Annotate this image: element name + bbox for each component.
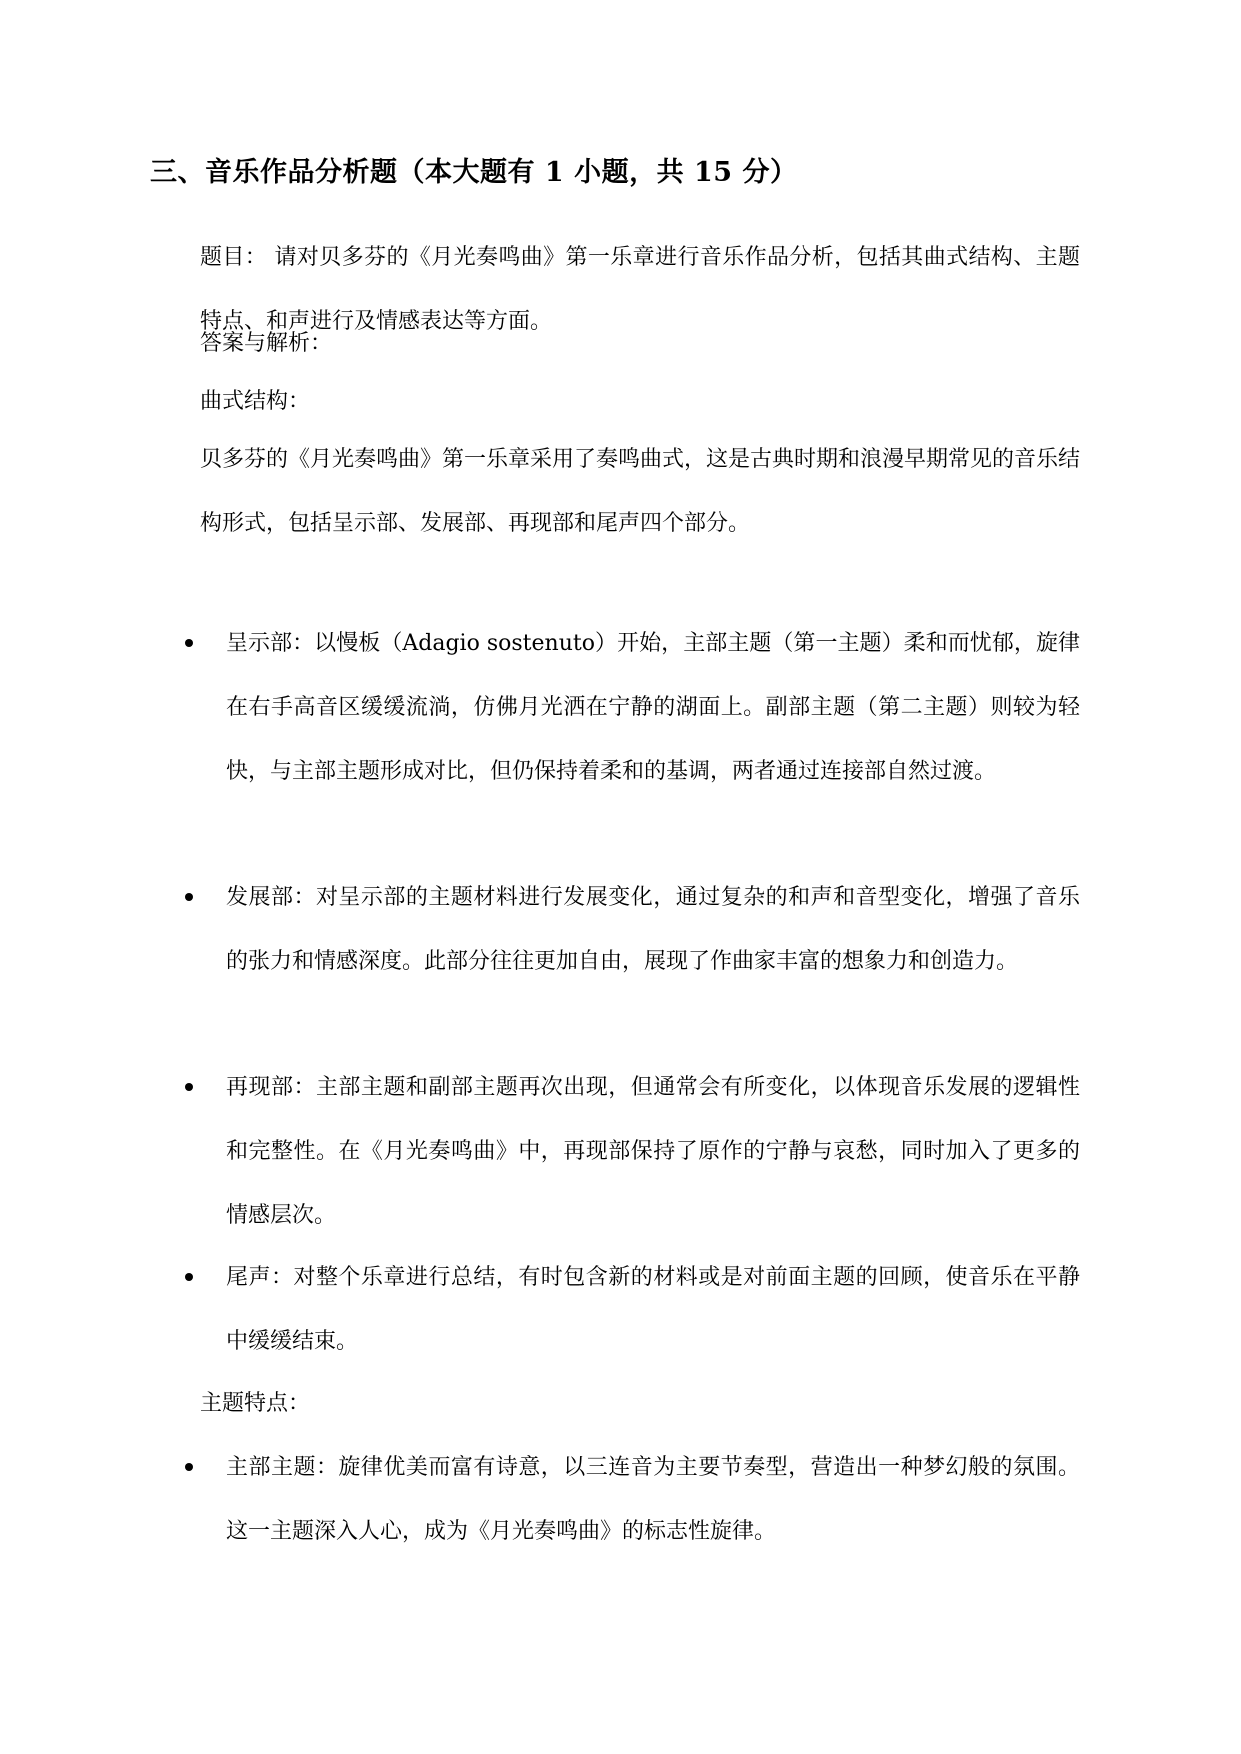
list-item-text: 再现部：主部主题和副部主题再次出现，但通常会有所变化，以体现音乐发展的逻辑性和完整性。在《月光奏鸣曲》中，再现部保持了原作的宁静与哀愁，同时加入了更多的情感层次。 bbox=[226, 1075, 1080, 1228]
list-item-text: 发展部：对呈示部的主题材料进行发展变化，通过复杂的和声和音型变化，增强了音乐的张力和情感深度。此部分往往更加自由，展现了作曲家丰富的想象力和创造力。 bbox=[226, 885, 1080, 974]
bullet-icon bbox=[185, 1273, 193, 1281]
theme-label: 主题特点： bbox=[200, 1391, 311, 1416]
bullet-icon bbox=[185, 1463, 193, 1471]
question-text: 题目： 请对贝多芬的《月光奏鸣曲》第一乐章进行音乐作品分析，包括其曲式结构、主题特点、和声进行及情感表达等方面。 bbox=[200, 245, 1080, 334]
list-item-text: 主部主题：旋律优美而富有诗意，以三连音为主要节奏型，营造出一种梦幻般的氛围。这一主题深入人心，成为《月光奏鸣曲》的标志性旋律。 bbox=[226, 1455, 1080, 1544]
structure-intro: 贝多芬的《月光奏鸣曲》第一乐章采用了奏鸣曲式，这是古典时期和浪漫早期常见的音乐结构形式，包括呈示部、发展部、再现部和尾声四个部分。 bbox=[200, 447, 1081, 536]
section-heading: 三、音乐作品分析题（本大题有 1 小题，共 15 分） bbox=[150, 157, 798, 188]
bullet-icon bbox=[185, 639, 193, 647]
bullet-icon bbox=[185, 893, 193, 901]
answer-label: 答案与解析： bbox=[200, 331, 333, 356]
bullet-icon bbox=[185, 1083, 193, 1091]
list-item-text: 尾声：对整个乐章进行总结，有时包含新的材料或是对前面主题的回顾，使音乐在平静中缓缓结束。 bbox=[226, 1265, 1080, 1354]
list-item-text: 呈示部：以慢板（Adagio sostenuto）开始，主部主题（第一主题）柔和而忧郁，旋律在右手高音区缓缓流淌，仿佛月光洒在宁静的湖面上。副部主题（第二主题）则较为轻快，与主部主题形成对比，但仍保持着柔和的基调，两者通过连接部自然过渡。 bbox=[226, 631, 1080, 784]
structure-label: 曲式结构： bbox=[200, 389, 311, 414]
